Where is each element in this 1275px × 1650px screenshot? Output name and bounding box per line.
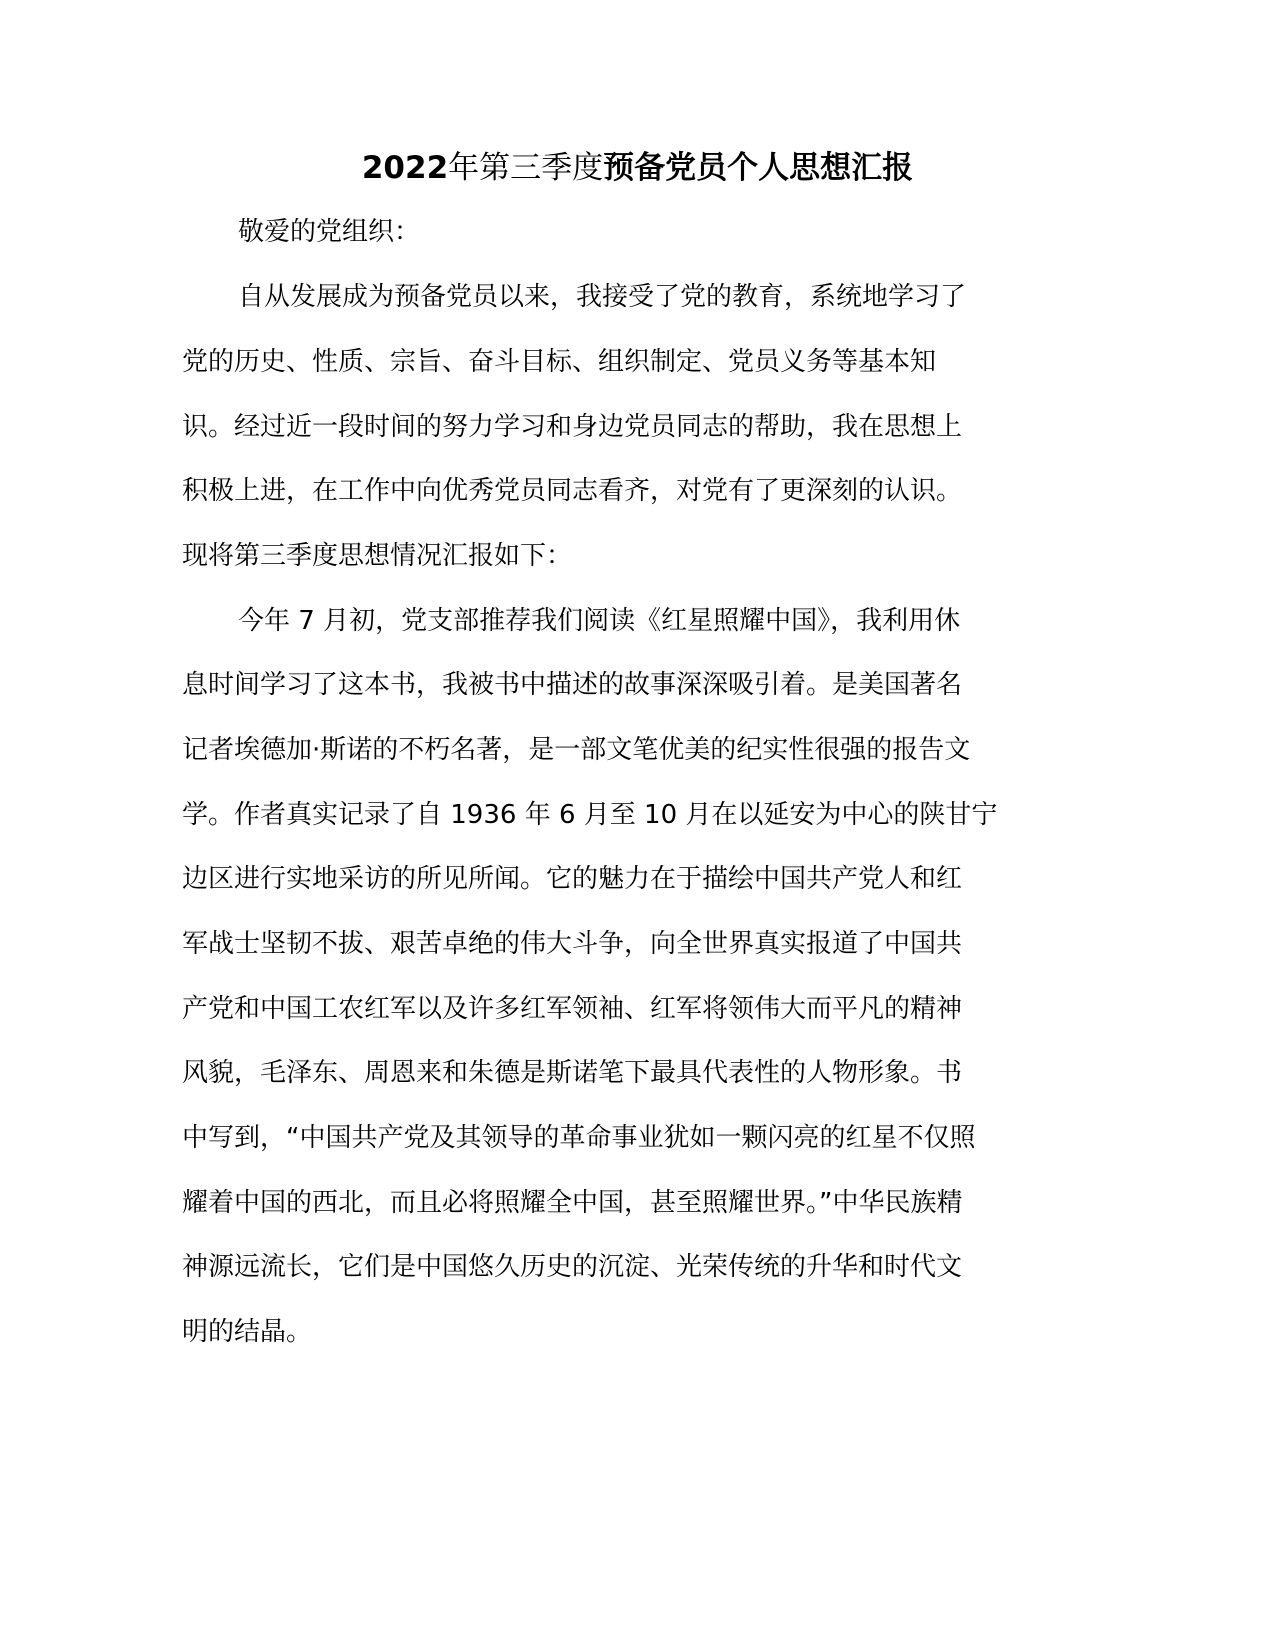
title-year: 2022 xyxy=(361,150,449,186)
body-line: 党的历史、性质、宗旨、奋斗目标、组织制定、党员义务等基本知 xyxy=(182,347,937,377)
body-line: 风貌，毛泽东、周恩来和朱德是斯诺笔下最具代表性的人物形象。书 xyxy=(182,1058,963,1088)
body-line: 中写到，“中国共产党及其领导的革命事业犹如一颗闪亮的红星不仅照 xyxy=(182,1123,976,1153)
body-line: 耀着中国的西北，而且必将照耀全中国，甚至照耀世界。”中华民族精 xyxy=(182,1188,963,1218)
body-line: 学。作者真实记录了自 1936 年 6 月至 10 月在以延安为中心的陕甘宁 xyxy=(182,800,998,830)
body-line: 今年 7 月初，党支部推荐我们阅读《红星照耀中国》，我利用休 xyxy=(238,606,961,636)
salutation: 敬爱的党组织： xyxy=(238,217,421,247)
body-line: 明的结晶。 xyxy=(182,1317,313,1347)
body-line: 神源远流长，它们是中国悠久历史的沉淀、光荣传统的升华和时代文 xyxy=(182,1252,963,1282)
body-line: 现将第三季度思想情况汇报如下： xyxy=(182,541,573,571)
body-line: 军战士坚韧不拔、艰苦卓绝的伟大斗争，向全世界真实报道了中国共 xyxy=(182,929,963,959)
body-line: 产党和中国工农红军以及许多红军领袖、红军将领伟大而平凡的精神 xyxy=(182,994,963,1024)
body-line: 边区进行实地采访的所见所闻。它的魅力在于描绘中国共产党人和红 xyxy=(182,864,963,894)
body-line: 积极上进，在工作中向优秀党员同志看齐，对党有了更深刻的认识。 xyxy=(182,476,963,506)
body-line: 记者埃德加·斯诺的不朽名著，是一部文笔优美的纪实性很强的报告文 xyxy=(182,735,971,765)
body-line: 息时间学习了这本书，我被书中描述的故事深深吸引着。是美国著名 xyxy=(182,670,963,700)
title-quarter: 年第三季度 xyxy=(448,150,604,186)
body-line: 识。经过近一段时间的努力学习和身边党员同志的帮助，我在思想上 xyxy=(182,412,963,442)
title-main: 预备党员个人思想汇报 xyxy=(603,150,914,186)
document-title xyxy=(0,148,1275,188)
body-line: 自从发展成为预备党员以来，我接受了党的教育，系统地学习了 xyxy=(238,282,967,312)
